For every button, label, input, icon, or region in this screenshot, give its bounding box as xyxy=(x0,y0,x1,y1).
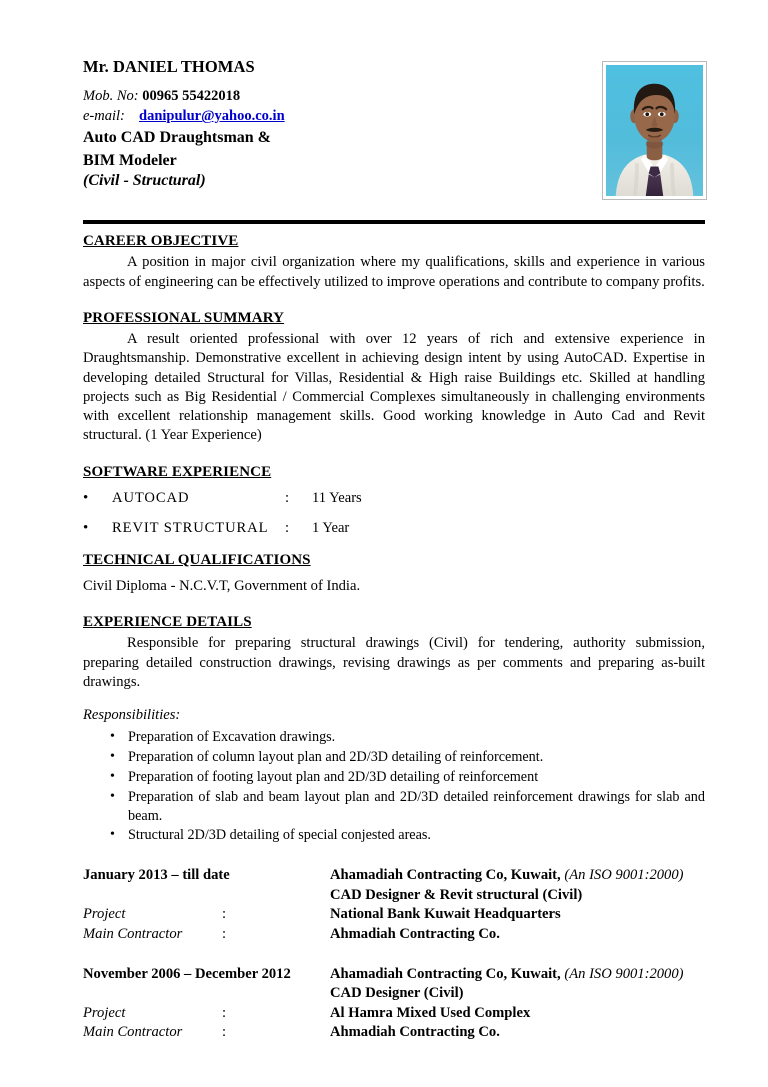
candidate-name: Mr. DANIEL THOMAS xyxy=(83,57,255,76)
employment-entry xyxy=(83,965,705,1043)
software-name: REVIT STRUCTURAL xyxy=(112,520,269,537)
project-label: Project xyxy=(83,906,126,923)
employment-company-name: Ahamadiah Contracting Co, Kuwait, xyxy=(330,965,561,982)
candidate-photo xyxy=(606,65,703,196)
separator-colon: : xyxy=(222,906,227,923)
project-value: National Bank Kuwait Headquarters xyxy=(330,906,561,923)
main-contractor-label: Main Contractor xyxy=(83,925,183,942)
bullet-icon: • xyxy=(110,729,115,745)
list-item xyxy=(83,788,705,826)
software-years: 11 Years xyxy=(312,489,362,506)
separator-colon: : xyxy=(222,1004,227,1021)
list-item xyxy=(83,826,705,845)
section-heading-career-objective: CAREER OBJECTIVE xyxy=(83,233,239,249)
list-item xyxy=(83,768,705,787)
responsibility-text: Preparation of column layout plan and 2D/3D detailing of reinforcement. xyxy=(128,748,544,765)
separator-colon: : xyxy=(285,489,290,506)
employment-period: November 2006 – December 2012 xyxy=(83,965,291,982)
employment-role: CAD Designer & Revit structural (Civil) xyxy=(330,886,583,903)
employment-project-row xyxy=(83,905,705,924)
role-line-1: Auto CAD Draughtsman & xyxy=(83,129,272,147)
employment-company xyxy=(330,866,705,885)
list-item xyxy=(83,519,705,539)
email-label: e-mail: xyxy=(83,108,125,125)
technical-qualifications-text: Civil Diploma - N.C.V.T, Government of India. xyxy=(83,578,361,594)
responsibility-text: Preparation of Excavation drawings. xyxy=(128,729,336,746)
experience-details-text: Responsible for preparing structural drawings (Civil) for tendering, authority submission, preparing detailed construction drawings, revising drawings as per comments and preparing as-built drawings. xyxy=(83,635,705,690)
software-experience-list xyxy=(83,489,705,539)
software-name: AUTOCAD xyxy=(112,489,190,506)
list-item xyxy=(83,489,705,509)
header-divider xyxy=(83,220,705,224)
responsibilities-label: Responsibilities: xyxy=(83,707,181,724)
employment-company-name: Ahamadiah Contracting Co, Kuwait, xyxy=(330,867,561,884)
main-contractor-value: Ahmadiah Contracting Co. xyxy=(330,1024,500,1041)
main-contractor-label: Main Contractor xyxy=(83,1024,183,1041)
bullet-icon: • xyxy=(110,827,115,843)
main-contractor-value: Ahmadiah Contracting Co. xyxy=(330,925,500,942)
email-link[interactable]: danipulur@yahoo.co.in xyxy=(139,108,285,125)
bullet-icon: • xyxy=(83,489,89,506)
responsibility-text: Preparation of footing layout plan and 2D/3D detailing of reinforcement xyxy=(128,768,539,785)
section-heading-professional-summary: PROFESSIONAL SUMMARY xyxy=(83,309,285,326)
separator-colon: : xyxy=(285,520,290,537)
list-item xyxy=(83,748,705,767)
role-line-2: BIM Modeler xyxy=(83,151,177,169)
responsibility-text: Preparation of slab and beam layout plan and 2D/3D detailed reinforcement drawings for slab and beam. xyxy=(128,788,705,824)
employment-role: CAD Designer (Civil) xyxy=(330,985,464,1002)
bullet-icon: • xyxy=(110,768,115,784)
separator-colon: : xyxy=(222,1024,227,1041)
bullet-icon: • xyxy=(110,748,115,764)
responsibilities-list xyxy=(83,728,705,845)
role-discipline: (Civil - Structural) xyxy=(83,172,206,190)
employment-header xyxy=(83,965,705,984)
section-heading-software-experience: SOFTWARE EXPERIENCE xyxy=(83,463,272,480)
list-item xyxy=(83,728,705,747)
bullet-icon: • xyxy=(83,520,89,537)
software-years: 1 Year xyxy=(312,520,350,537)
candidate-photo-frame xyxy=(602,61,707,200)
employment-project-row xyxy=(83,1004,705,1023)
employment-iso-note: (An ISO 9001:2000) xyxy=(564,867,684,884)
employment-iso-note: (An ISO 9001:2000) xyxy=(564,965,684,982)
professional-summary-text: A result oriented professional with over 12 years of rich and extensive experience in Draughtsmanship. Demonstrative excellent in achieving design intent by using AutoCAD. Expertise in developing detailed Structural for Villas, Residential & High raise Buildings etc. Skilled at handling projects such as Big Residential / Commercial Complexes simultaneously in challenging environments with excellent relationship management skills. Good working knowledge in Auto Cad and Revit structural. (1 Year Experience) xyxy=(83,331,705,444)
career-objective-text: A position in major civil organization where my qualifications, skills and experience in various aspects of engineering can be effectively utilized to improve operations and contribute to company profits. xyxy=(83,254,705,290)
employment-contractor-row xyxy=(83,1023,705,1042)
project-value: Al Hamra Mixed Used Complex xyxy=(330,1004,531,1021)
mobile-label: Mob. No: xyxy=(83,88,139,105)
resume-content xyxy=(83,58,705,1043)
employment-company xyxy=(330,965,705,984)
project-label: Project xyxy=(83,1004,126,1021)
employment-entry xyxy=(83,866,705,944)
separator-colon: : xyxy=(222,925,227,942)
mobile-value: 00965 55422018 xyxy=(142,88,241,105)
employment-contractor-row xyxy=(83,925,705,944)
section-heading-technical-qualifications: TECHNICAL QUALIFICATIONS xyxy=(83,551,311,568)
responsibility-text: Structural 2D/3D detailing of special conjested areas. xyxy=(128,827,431,844)
employment-period: January 2013 – till date xyxy=(83,867,230,884)
bullet-icon: • xyxy=(110,788,115,804)
resume-header xyxy=(83,58,705,206)
employment-header xyxy=(83,866,705,885)
section-heading-experience-details: EXPERIENCE DETAILS xyxy=(83,614,252,631)
